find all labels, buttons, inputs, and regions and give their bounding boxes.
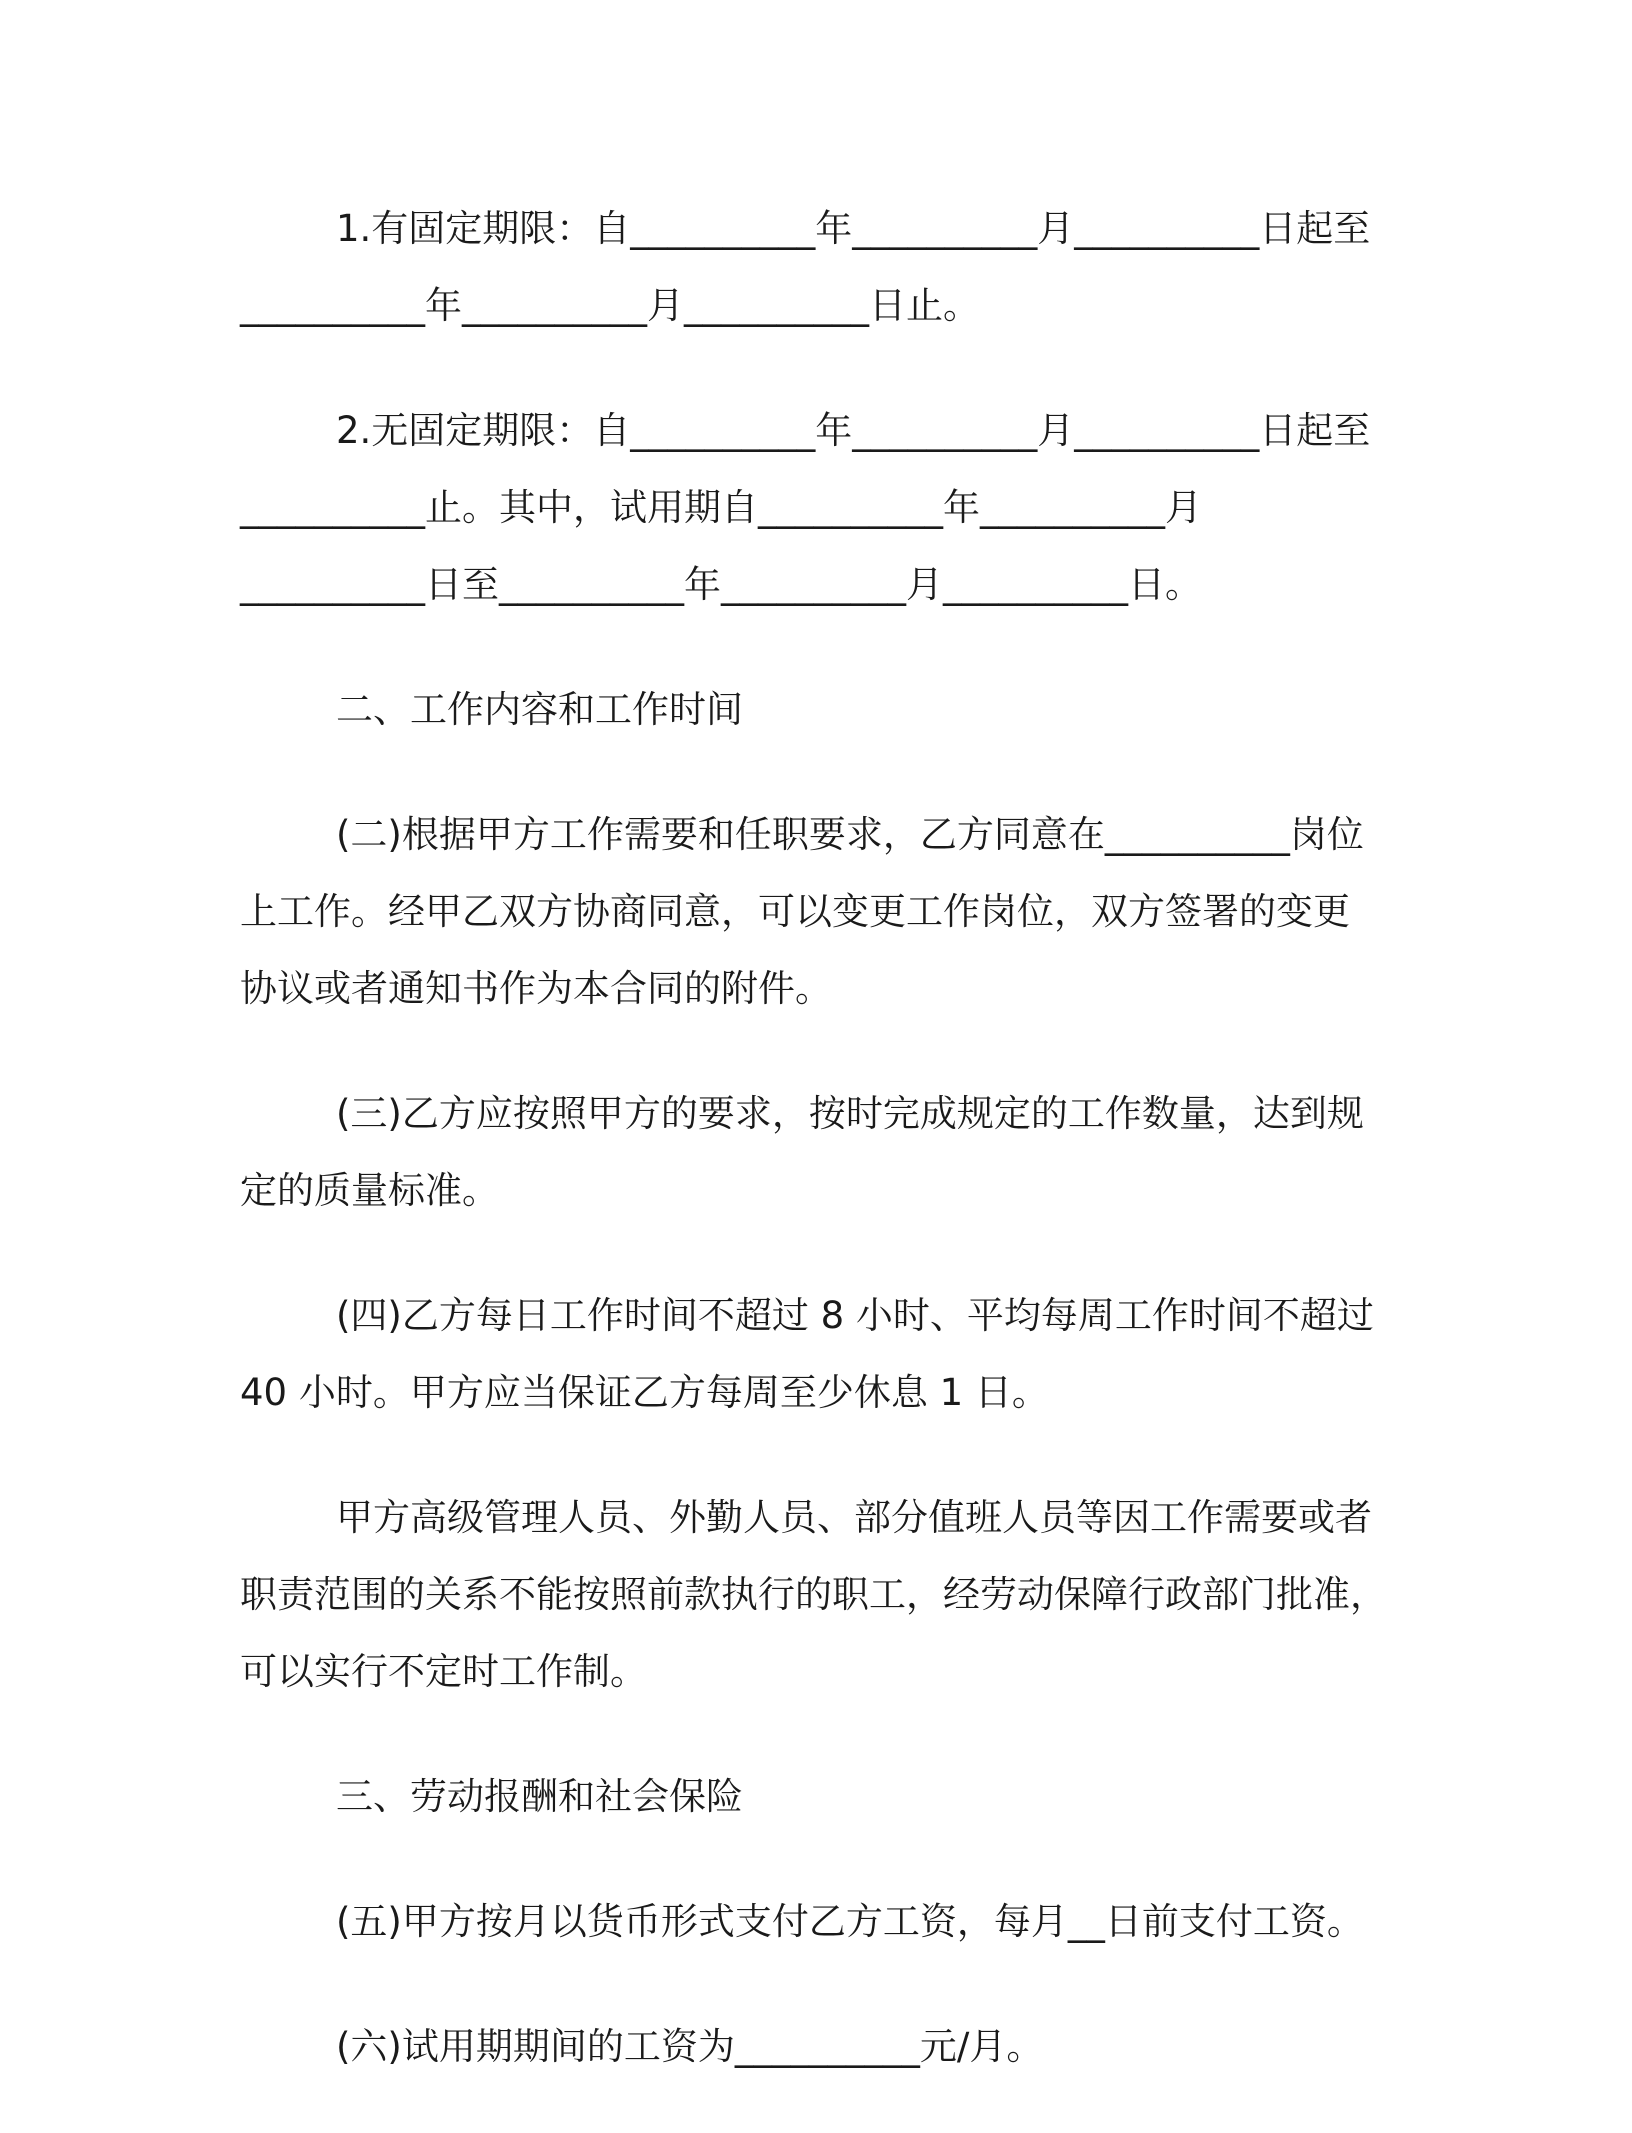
clause-4-line-2: 40 小时。甲方应当保证乙方每周至少休息 1 日。 [240,1371,1049,1414]
section-3-heading [240,1758,1400,1835]
clause-4-note-paragraph [240,1479,1400,1710]
clause-4-note-line-2: 职责范围的关系不能按照前款执行的职工，经劳动保障行政部门批准， [240,1573,1387,1616]
term-open-line-3: __________日至__________年__________月__________日。 [240,563,1202,606]
term-fixed-line-1: 1.有固定期限：自__________年__________月__________日起至 [336,207,1371,250]
section-2-heading-text: 二、工作内容和工作时间 [336,688,743,731]
clause-2-paragraph [240,796,1400,1027]
clause-3-paragraph [240,1075,1400,1229]
clause-4-line-1: (四)乙方每日工作时间不超过 8 小时、平均每周工作时间不超过 [336,1294,1374,1337]
clause-3-line-2: 定的质量标准。 [240,1169,499,1212]
clause-5-paragraph [240,1883,1400,1960]
term-open-line-1: 2.无固定期限：自__________年__________月__________日起至 [336,409,1371,452]
clause-6-line-1: (六)试用期期间的工资为__________元/月。 [336,2025,1044,2068]
section-2-heading [240,671,1400,748]
clause-4-note-line-3: 可以实行不定时工作制。 [240,1650,647,1693]
term-fixed-paragraph [240,190,1400,344]
clause-6-paragraph [240,2008,1400,2085]
clause-4-paragraph [240,1277,1400,1431]
clause-2-line-2: 上工作。经甲乙双方协商同意，可以变更工作岗位，双方签署的变更 [240,890,1350,933]
clause-3-line-1: (三)乙方应按照甲方的要求，按时完成规定的工作数量，达到规 [336,1092,1364,1135]
term-open-paragraph [240,392,1400,623]
clause-4-note-line-1: 甲方高级管理人员、外勤人员、部分值班人员等因工作需要或者 [336,1496,1372,1539]
term-open-line-2: __________止。其中，试用期自__________年__________月 [240,486,1202,529]
section-3-heading-text: 三、劳动报酬和社会保险 [336,1775,743,1818]
document-body [240,190,1400,2133]
clause-2-line-3: 协议或者通知书作为本合同的附件。 [240,967,832,1010]
clause-2-line-1: (二)根据甲方工作需要和任职要求，乙方同意在__________岗位 [336,813,1364,856]
term-fixed-line-2: __________年__________月__________日止。 [240,284,980,327]
clause-5-line-1: (五)甲方按月以货币形式支付乙方工资，每月__日前支付工资。 [336,1900,1364,1943]
